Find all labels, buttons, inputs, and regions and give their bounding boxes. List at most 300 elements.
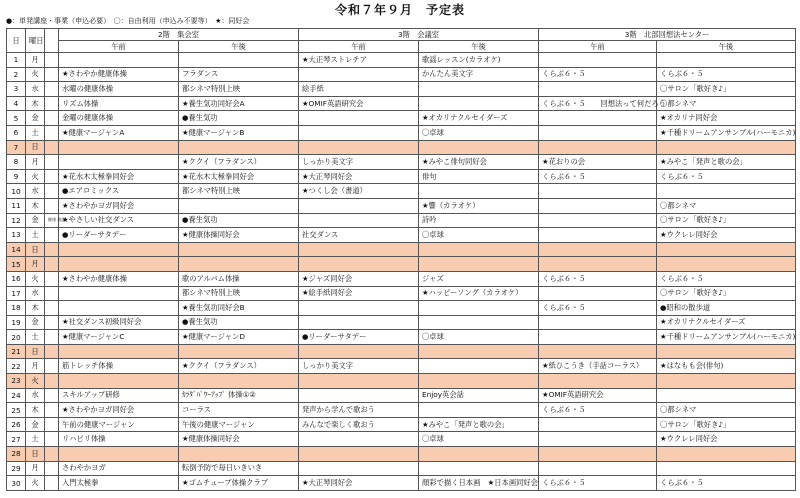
day-number: 16 [7, 271, 26, 286]
schedule-row [7, 315, 796, 330]
health-consultation-note [45, 344, 59, 359]
day-number: 17 [7, 286, 26, 301]
health-consultation-note [45, 403, 59, 418]
event-cell-center-pm: ★オカリナ同好会 [657, 111, 796, 126]
event-cell-2f-am [59, 286, 179, 301]
event-cell-center-pm [657, 257, 796, 272]
event-cell-2f-am [59, 301, 179, 316]
event-cell-2f-pm [179, 140, 299, 155]
health-consultation-note [45, 111, 59, 126]
weekday: 月 [26, 53, 45, 68]
event-cell-2f-pm: 都シネマ特別上映 [179, 286, 299, 301]
event-cell-3f-pm: ★オカリナクルセイダーズ [419, 111, 539, 126]
event-cell-3f-am [299, 67, 419, 82]
day-number: 9 [7, 169, 26, 184]
event-cell-center-pm: ★千種ドリームアンサンブル(ハーモニカ) [657, 330, 796, 345]
event-cell-center-pm: 〇サロン「歌好き♪」 [657, 213, 796, 228]
event-cell-center-am [539, 315, 657, 330]
day-number: 3 [7, 82, 26, 97]
event-cell-center-am: くらぶ６・５ [539, 301, 657, 316]
event-cell-2f-am [59, 53, 179, 68]
event-cell-3f-am [299, 140, 419, 155]
day-number: 21 [7, 344, 26, 359]
weekday: 水 [26, 82, 45, 97]
health-consultation-note [45, 461, 59, 476]
event-cell-center-pm [657, 447, 796, 462]
day-number: 12 [7, 213, 26, 228]
event-cell-2f-am: ★さわやかヨガ同好会 [59, 198, 179, 213]
weekday: 月 [26, 257, 45, 272]
event-cell-3f-am [299, 315, 419, 330]
event-cell-3f-pm [419, 344, 539, 359]
event-cell-center-pm: 〇都シネマ [657, 403, 796, 418]
event-cell-2f-am: 入門太極拳 [59, 476, 179, 491]
event-cell-3f-am [299, 447, 419, 462]
event-cell-3f-pm [419, 447, 539, 462]
event-cell-3f-am: ★大正琴同好会 [299, 476, 419, 491]
weekday: 水 [26, 388, 45, 403]
health-consultation-note [45, 374, 59, 389]
schedule-row [7, 125, 796, 140]
event-cell-3f-pm: ★みやこ「発声と歌の会」 [419, 417, 539, 432]
event-cell-center-am: くらぶ６・５ [539, 271, 657, 286]
event-cell-center-pm [657, 242, 796, 257]
event-cell-2f-am: ★やさしい社交ダンス [59, 213, 179, 228]
event-cell-center-am [539, 242, 657, 257]
event-cell-center-pm: 〇サロン「歌好き♪」 [657, 286, 796, 301]
weekday: 日 [26, 344, 45, 359]
event-cell-3f-am [299, 461, 419, 476]
page-title: 令和７年９月 予定表 [334, 3, 465, 17]
weekday: 月 [26, 461, 45, 476]
schedule-row [7, 155, 796, 170]
event-cell-2f-am: リハビリ体操 [59, 432, 179, 447]
event-cell-2f-pm [179, 374, 299, 389]
event-cell-3f-am: 絵手紙 [299, 82, 419, 97]
event-cell-center-am [539, 257, 657, 272]
event-cell-2f-am: さわやかヨガ [59, 461, 179, 476]
event-cell-center-am [539, 344, 657, 359]
event-cell-3f-pm [419, 359, 539, 374]
event-cell-3f-am: ★OMIF英語研究会 [299, 96, 419, 111]
event-cell-3f-am: ★ジャズ同好会 [299, 271, 419, 286]
event-cell-center-am [539, 82, 657, 97]
schedule-row [7, 403, 796, 418]
event-cell-3f-am [299, 432, 419, 447]
event-cell-center-pm [657, 374, 796, 389]
day-number: 10 [7, 184, 26, 199]
event-cell-3f-am [299, 198, 419, 213]
health-consultation-note [45, 257, 59, 272]
event-cell-3f-pm [419, 140, 539, 155]
event-cell-3f-pm [419, 301, 539, 316]
day-number: 6 [7, 125, 26, 140]
event-cell-center-am [539, 213, 657, 228]
event-cell-center-am: ★OMIF英語研究会 [539, 388, 657, 403]
event-cell-3f-pm: 〇卓球 [419, 125, 539, 140]
schedule-body [7, 53, 796, 491]
event-cell-2f-am: ●エアロミックス [59, 184, 179, 199]
event-cell-3f-pm: 俳句 [419, 169, 539, 184]
schedule-row [7, 286, 796, 301]
day-number: 1 [7, 53, 26, 68]
event-cell-3f-pm [419, 82, 539, 97]
weekday: 木 [26, 301, 45, 316]
event-cell-2f-pm: ★養生気功同好会B [179, 301, 299, 316]
event-cell-3f-am: ★大正琴同好会 [299, 169, 419, 184]
event-cell-center-am [539, 184, 657, 199]
health-consultation-note [45, 184, 59, 199]
event-cell-center-am: くらぶ６・５ [539, 169, 657, 184]
event-cell-3f-am [299, 125, 419, 140]
header-am: 午前 [299, 41, 419, 53]
weekday: 土 [26, 330, 45, 345]
event-cell-2f-pm: ★健康マージャンB [179, 125, 299, 140]
event-cell-3f-pm: 詩吟 [419, 213, 539, 228]
schedule-row [7, 359, 796, 374]
event-cell-center-am: ★紙ひこうき（手話コーラス） [539, 359, 657, 374]
event-cell-2f-am: ★健康マージャンC [59, 330, 179, 345]
event-cell-center-am [539, 461, 657, 476]
event-cell-center-pm: ★はなもも会(俳句) [657, 359, 796, 374]
event-cell-3f-am: ★大正琴ストレチア [299, 53, 419, 68]
event-cell-2f-am: ★さわやかヨガ同好会 [59, 403, 179, 418]
event-cell-3f-am: しっかり美文字 [299, 155, 419, 170]
event-cell-center-am [539, 330, 657, 345]
health-consultation-note [45, 96, 59, 111]
event-cell-center-pm: くらぶ６・５ [657, 271, 796, 286]
health-consultation-note [45, 228, 59, 243]
event-cell-3f-am: ●リーダーサタデー [299, 330, 419, 345]
day-number: 28 [7, 447, 26, 462]
day-number: 23 [7, 374, 26, 389]
weekday: 木 [26, 403, 45, 418]
event-cell-3f-am: 発声から学んで歌おう [299, 403, 419, 418]
event-cell-3f-am: ★つくし会（書道） [299, 184, 419, 199]
day-number: 14 [7, 242, 26, 257]
event-cell-center-pm: 〇都シネマ [657, 96, 796, 111]
event-cell-center-am [539, 125, 657, 140]
event-cell-2f-pm: 午後の健康マージャン [179, 417, 299, 432]
event-cell-3f-pm: ★みやこ俳句同好会 [419, 155, 539, 170]
event-cell-2f-am: リズム体操 [59, 96, 179, 111]
event-cell-3f-am [299, 388, 419, 403]
schedule-row [7, 301, 796, 316]
day-number: 15 [7, 257, 26, 272]
header-note [45, 29, 59, 53]
legend: ●：単発講座・事業（申込必要） 〇：自由利用（申込み不要等） ★：同好会 [6, 17, 250, 25]
health-consultation-note [45, 286, 59, 301]
event-cell-3f-pm: 〇卓球 [419, 228, 539, 243]
header-day: 日 [7, 29, 26, 53]
event-cell-2f-pm: ｶﾗﾀﾞﾊﾟﾜｰｱｯﾌﾟ 体操①② [179, 388, 299, 403]
event-cell-2f-pm: 都シネマ特別上映 [179, 82, 299, 97]
event-cell-3f-pm [419, 96, 539, 111]
event-cell-2f-pm: フラダンス [179, 67, 299, 82]
day-number: 26 [7, 417, 26, 432]
event-cell-3f-am [299, 344, 419, 359]
event-cell-3f-pm [419, 374, 539, 389]
event-cell-2f-am [59, 374, 179, 389]
event-cell-2f-pm: 歌のアルバム体操 [179, 271, 299, 286]
event-cell-center-am: くらぶ６・５ [539, 476, 657, 491]
event-cell-3f-pm [419, 184, 539, 199]
event-cell-center-pm: ★みやこ「発声と歌の会」 [657, 155, 796, 170]
event-cell-center-pm: ★ウクレレ同好会 [657, 228, 796, 243]
event-cell-3f-am [299, 301, 419, 316]
schedule-row [7, 53, 796, 68]
schedule-row [7, 432, 796, 447]
health-consultation-note: 健康 相談 [45, 213, 59, 228]
header-am: 午前 [59, 41, 179, 53]
weekday: 木 [26, 198, 45, 213]
schedule-row [7, 184, 796, 199]
header-hall-3f-reminiscence-center: 3階 北部回想法センター [539, 29, 796, 41]
weekday: 日 [26, 140, 45, 155]
event-cell-center-am [539, 432, 657, 447]
event-cell-2f-am: ★さわやか健康体操 [59, 67, 179, 82]
weekday: 水 [26, 286, 45, 301]
weekday: 火 [26, 476, 45, 491]
day-number: 7 [7, 140, 26, 155]
event-cell-2f-pm: ★健康マージャンD [179, 330, 299, 345]
weekday: 火 [26, 67, 45, 82]
weekday: 金 [26, 417, 45, 432]
event-cell-2f-am [59, 257, 179, 272]
event-cell-center-pm [657, 388, 796, 403]
schedule-row [7, 330, 796, 345]
event-cell-center-am: ★花おりの会 [539, 155, 657, 170]
event-cell-center-am [539, 228, 657, 243]
health-consultation-note [45, 417, 59, 432]
header-hall-2f-meeting-room: 2階 集会室 [59, 29, 299, 41]
event-cell-3f-am [299, 213, 419, 228]
event-cell-center-pm: ★オカリナクルセイダーズ [657, 315, 796, 330]
event-cell-2f-am [59, 140, 179, 155]
health-consultation-note [45, 476, 59, 491]
header-weekday: 曜日 [26, 29, 45, 53]
health-consultation-note [45, 198, 59, 213]
schedule-row [7, 67, 796, 82]
weekday: 金 [26, 315, 45, 330]
schedule-row [7, 169, 796, 184]
event-cell-3f-am: しっかり美文字 [299, 359, 419, 374]
weekday: 月 [26, 359, 45, 374]
event-cell-2f-pm: ★養生気功同好会A [179, 96, 299, 111]
event-cell-3f-pm: ★ハッピーソング（カラオケ） [419, 286, 539, 301]
event-cell-center-am: くらぶ６・５ [539, 403, 657, 418]
schedule-row [7, 388, 796, 403]
event-cell-3f-am: 社交ダンス [299, 228, 419, 243]
event-cell-3f-pm: 〇卓球 [419, 330, 539, 345]
schedule-row [7, 213, 796, 228]
event-cell-center-am [539, 111, 657, 126]
schedule-row [7, 82, 796, 97]
weekday: 日 [26, 242, 45, 257]
schedule-row [7, 344, 796, 359]
schedule-row [7, 447, 796, 462]
weekday: 月 [26, 155, 45, 170]
day-number: 19 [7, 315, 26, 330]
event-cell-center-pm [657, 53, 796, 68]
event-cell-center-pm: くらぶ６・５ [657, 169, 796, 184]
schedule-row [7, 111, 796, 126]
day-number: 4 [7, 96, 26, 111]
event-cell-center-pm: ★ウクレレ同好会 [657, 432, 796, 447]
header-pm: 午後 [179, 41, 299, 53]
day-number: 25 [7, 403, 26, 418]
event-cell-center-pm: 〇サロン「歌好き♪」 [657, 417, 796, 432]
event-cell-2f-pm: 都シネマ特別上映 [179, 184, 299, 199]
header-pm: 午後 [657, 41, 796, 53]
schedule-row [7, 96, 796, 111]
event-cell-center-pm: くらぶ６・５ [657, 476, 796, 491]
event-cell-2f-pm: コーラス [179, 403, 299, 418]
event-cell-2f-am: ★健康マージャンA [59, 125, 179, 140]
event-cell-3f-am [299, 374, 419, 389]
event-cell-3f-pm: 〇卓球 [419, 432, 539, 447]
event-cell-2f-am: 午前の健康マージャン [59, 417, 179, 432]
event-cell-center-am [539, 374, 657, 389]
weekday: 木 [26, 96, 45, 111]
day-number: 8 [7, 155, 26, 170]
event-cell-3f-pm: かんたん美文字 [419, 67, 539, 82]
event-cell-3f-pm: 顔彩で描く日本画 ★日本画同好会 [419, 476, 539, 491]
health-consultation-note [45, 125, 59, 140]
health-consultation-note [45, 388, 59, 403]
event-cell-2f-am: ★社交ダンス初級同好会 [59, 315, 179, 330]
event-cell-center-pm: ★千種ドリームアンサンブル(ハーモニカ) [657, 125, 796, 140]
event-cell-2f-am: ★花水木太極拳同好会 [59, 169, 179, 184]
schedule-row [7, 476, 796, 491]
schedule-row [7, 242, 796, 257]
event-cell-2f-am [59, 242, 179, 257]
event-cell-3f-pm [419, 242, 539, 257]
day-number: 27 [7, 432, 26, 447]
health-consultation-note [45, 67, 59, 82]
event-cell-2f-pm: ●養生気功 [179, 213, 299, 228]
schedule-row [7, 140, 796, 155]
health-consultation-note [45, 155, 59, 170]
day-number: 11 [7, 198, 26, 213]
day-number: 5 [7, 111, 26, 126]
schedule-row [7, 417, 796, 432]
weekday: 金 [26, 111, 45, 126]
event-cell-3f-pm [419, 257, 539, 272]
event-cell-2f-am: ●リーダーサタデー [59, 228, 179, 243]
day-number: 24 [7, 388, 26, 403]
event-cell-2f-pm [179, 257, 299, 272]
event-cell-2f-pm: ●養生気功 [179, 315, 299, 330]
event-cell-center-am [539, 140, 657, 155]
event-cell-center-am: くらぶ６・５ 回想法って何だろう [539, 96, 657, 111]
event-cell-2f-pm: ★ククイ（フラダンス） [179, 155, 299, 170]
health-consultation-note [45, 82, 59, 97]
schedule-row [7, 228, 796, 243]
weekday: 土 [26, 432, 45, 447]
event-cell-2f-pm [179, 344, 299, 359]
schedule-table [6, 28, 796, 491]
event-cell-2f-pm [179, 447, 299, 462]
event-cell-center-am [539, 447, 657, 462]
schedule-row [7, 271, 796, 286]
event-cell-2f-am [59, 447, 179, 462]
event-cell-3f-pm: Enjoy英会話 [419, 388, 539, 403]
health-consultation-note [45, 447, 59, 462]
weekday: 火 [26, 374, 45, 389]
weekday: 火 [26, 169, 45, 184]
event-cell-3f-pm [419, 403, 539, 418]
event-cell-3f-pm: ★響（カラオケ） [419, 198, 539, 213]
event-cell-2f-am [59, 344, 179, 359]
health-consultation-note [45, 271, 59, 286]
event-cell-center-pm: くらぶ６・５ [657, 67, 796, 82]
event-cell-2f-pm [179, 53, 299, 68]
event-cell-3f-am [299, 257, 419, 272]
health-consultation-note [45, 169, 59, 184]
event-cell-2f-am: スキルアップ研修 [59, 388, 179, 403]
event-cell-2f-pm: ★ゴムチューブ体操クラブ [179, 476, 299, 491]
schedule-row [7, 374, 796, 389]
event-cell-center-pm [657, 184, 796, 199]
event-cell-2f-pm: ★ククイ（フラダンス） [179, 359, 299, 374]
event-cell-center-am: くらぶ６・５ [539, 67, 657, 82]
weekday: 土 [26, 228, 45, 243]
event-cell-center-pm [657, 461, 796, 476]
event-cell-3f-pm [419, 461, 539, 476]
day-number: 18 [7, 301, 26, 316]
weekday: 水 [26, 184, 45, 199]
event-cell-3f-am: ★絵手紙同好会 [299, 286, 419, 301]
event-cell-center-am [539, 417, 657, 432]
health-consultation-note [45, 242, 59, 257]
event-cell-center-pm: 〇サロン「歌好き♪」 [657, 82, 796, 97]
event-cell-center-am [539, 286, 657, 301]
event-cell-3f-am [299, 111, 419, 126]
event-cell-2f-pm: 転倒予防で毎日いきいき [179, 461, 299, 476]
event-cell-2f-pm [179, 242, 299, 257]
schedule-row [7, 198, 796, 213]
health-consultation-note [45, 432, 59, 447]
weekday: 火 [26, 271, 45, 286]
event-cell-center-pm [657, 140, 796, 155]
event-cell-center-pm [657, 344, 796, 359]
event-cell-2f-pm [179, 198, 299, 213]
event-cell-center-am [539, 198, 657, 213]
event-cell-2f-am: 筋トレッチ体操 [59, 359, 179, 374]
event-cell-2f-am [59, 155, 179, 170]
event-cell-3f-pm: 歌謡レッスン(カラオケ) [419, 53, 539, 68]
event-cell-center-pm: ●昭和の散歩道 [657, 301, 796, 316]
day-number: 2 [7, 67, 26, 82]
event-cell-center-am [539, 53, 657, 68]
event-cell-3f-pm: ジャズ [419, 271, 539, 286]
health-consultation-note [45, 330, 59, 345]
day-number: 20 [7, 330, 26, 345]
event-cell-3f-am: みんなで楽しく歌おう [299, 417, 419, 432]
weekday: 土 [26, 125, 45, 140]
event-cell-2f-am: 金曜の健康体操 [59, 111, 179, 126]
health-consultation-note [45, 301, 59, 316]
health-consultation-note [45, 315, 59, 330]
weekday: 金 [26, 213, 45, 228]
health-consultation-note [45, 53, 59, 68]
schedule-row [7, 461, 796, 476]
health-consultation-note [45, 140, 59, 155]
event-cell-3f-am [299, 242, 419, 257]
day-number: 30 [7, 476, 26, 491]
event-cell-2f-pm: ★花水木太極拳同好会 [179, 169, 299, 184]
